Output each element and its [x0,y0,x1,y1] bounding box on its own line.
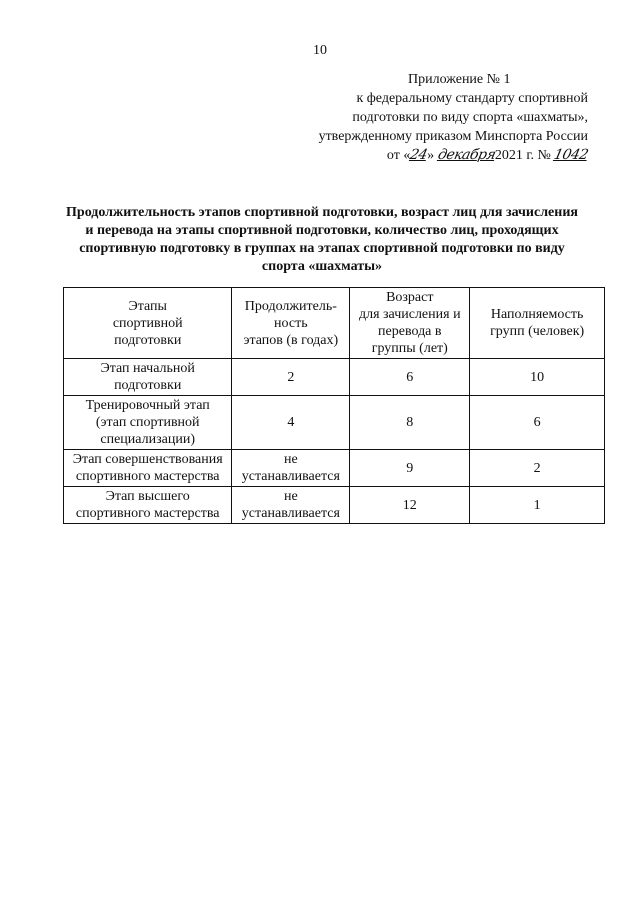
appendix-line-sport: подготовки по виду спорта «шахматы», [352,110,588,125]
duration-cell: 4 [232,396,350,450]
age-cell: 9 [350,450,470,487]
table-row [64,396,605,450]
page-number: 10 [313,43,327,58]
age-cell: 8 [350,396,470,450]
appendix-line-order: утвержденному приказом Минспорта России [318,129,588,144]
date-year: 2021 г. № [494,148,551,163]
appendix-line-standard: к федеральному стандарту спортивной [356,91,588,106]
table-row [64,487,605,524]
table-row [64,359,605,396]
table-row [64,450,605,487]
document-title: Продолжительность этапов спортивной подготовки, возраст лиц для зачисления и перевода на этапы спортивной подготовки, количество лиц, проходящих спортивную подготовку в группах на этапах спортивной подготовки по виду спорта «шахматы» [66,205,578,274]
duration-cell: не устанавливается [232,450,350,487]
header-duration: Продолжитель- ность этапов (в годах) [232,288,350,359]
norms-table [63,287,605,524]
group-size-cell: 2 [470,450,605,487]
duration-cell: 2 [232,359,350,396]
age-cell: 6 [350,359,470,396]
handwritten-month: декабря [436,147,497,163]
handwritten-day: 24 [408,147,429,163]
date-quote-close: » [427,148,435,163]
header-group-size: Наполняемость групп (человек) [470,288,605,359]
stage-cell: Тренировочный этап (этап спортивной специализации) [64,396,232,450]
handwritten-order-number: 1042 [552,147,590,163]
header-age: Возраст для зачисления и перевода в группы (лет) [350,288,470,359]
age-cell: 12 [350,487,470,524]
duration-cell: не устанавливается [232,487,350,524]
appendix-block [300,70,588,165]
appendix-line-date [300,146,588,165]
header-stages: Этапы спортивной подготовки [64,288,232,359]
stage-cell: Этап совершенствования спортивного мастерства [64,450,232,487]
group-size-cell: 10 [470,359,605,396]
group-size-cell: 1 [470,487,605,524]
table-header-row [64,288,605,359]
stage-cell: Этап начальной подготовки [64,359,232,396]
stage-cell: Этап высшего спортивного мастерства [64,487,232,524]
group-size-cell: 6 [470,396,605,450]
appendix-title: Приложение № 1 [408,72,511,87]
date-prefix: от « [386,148,411,163]
